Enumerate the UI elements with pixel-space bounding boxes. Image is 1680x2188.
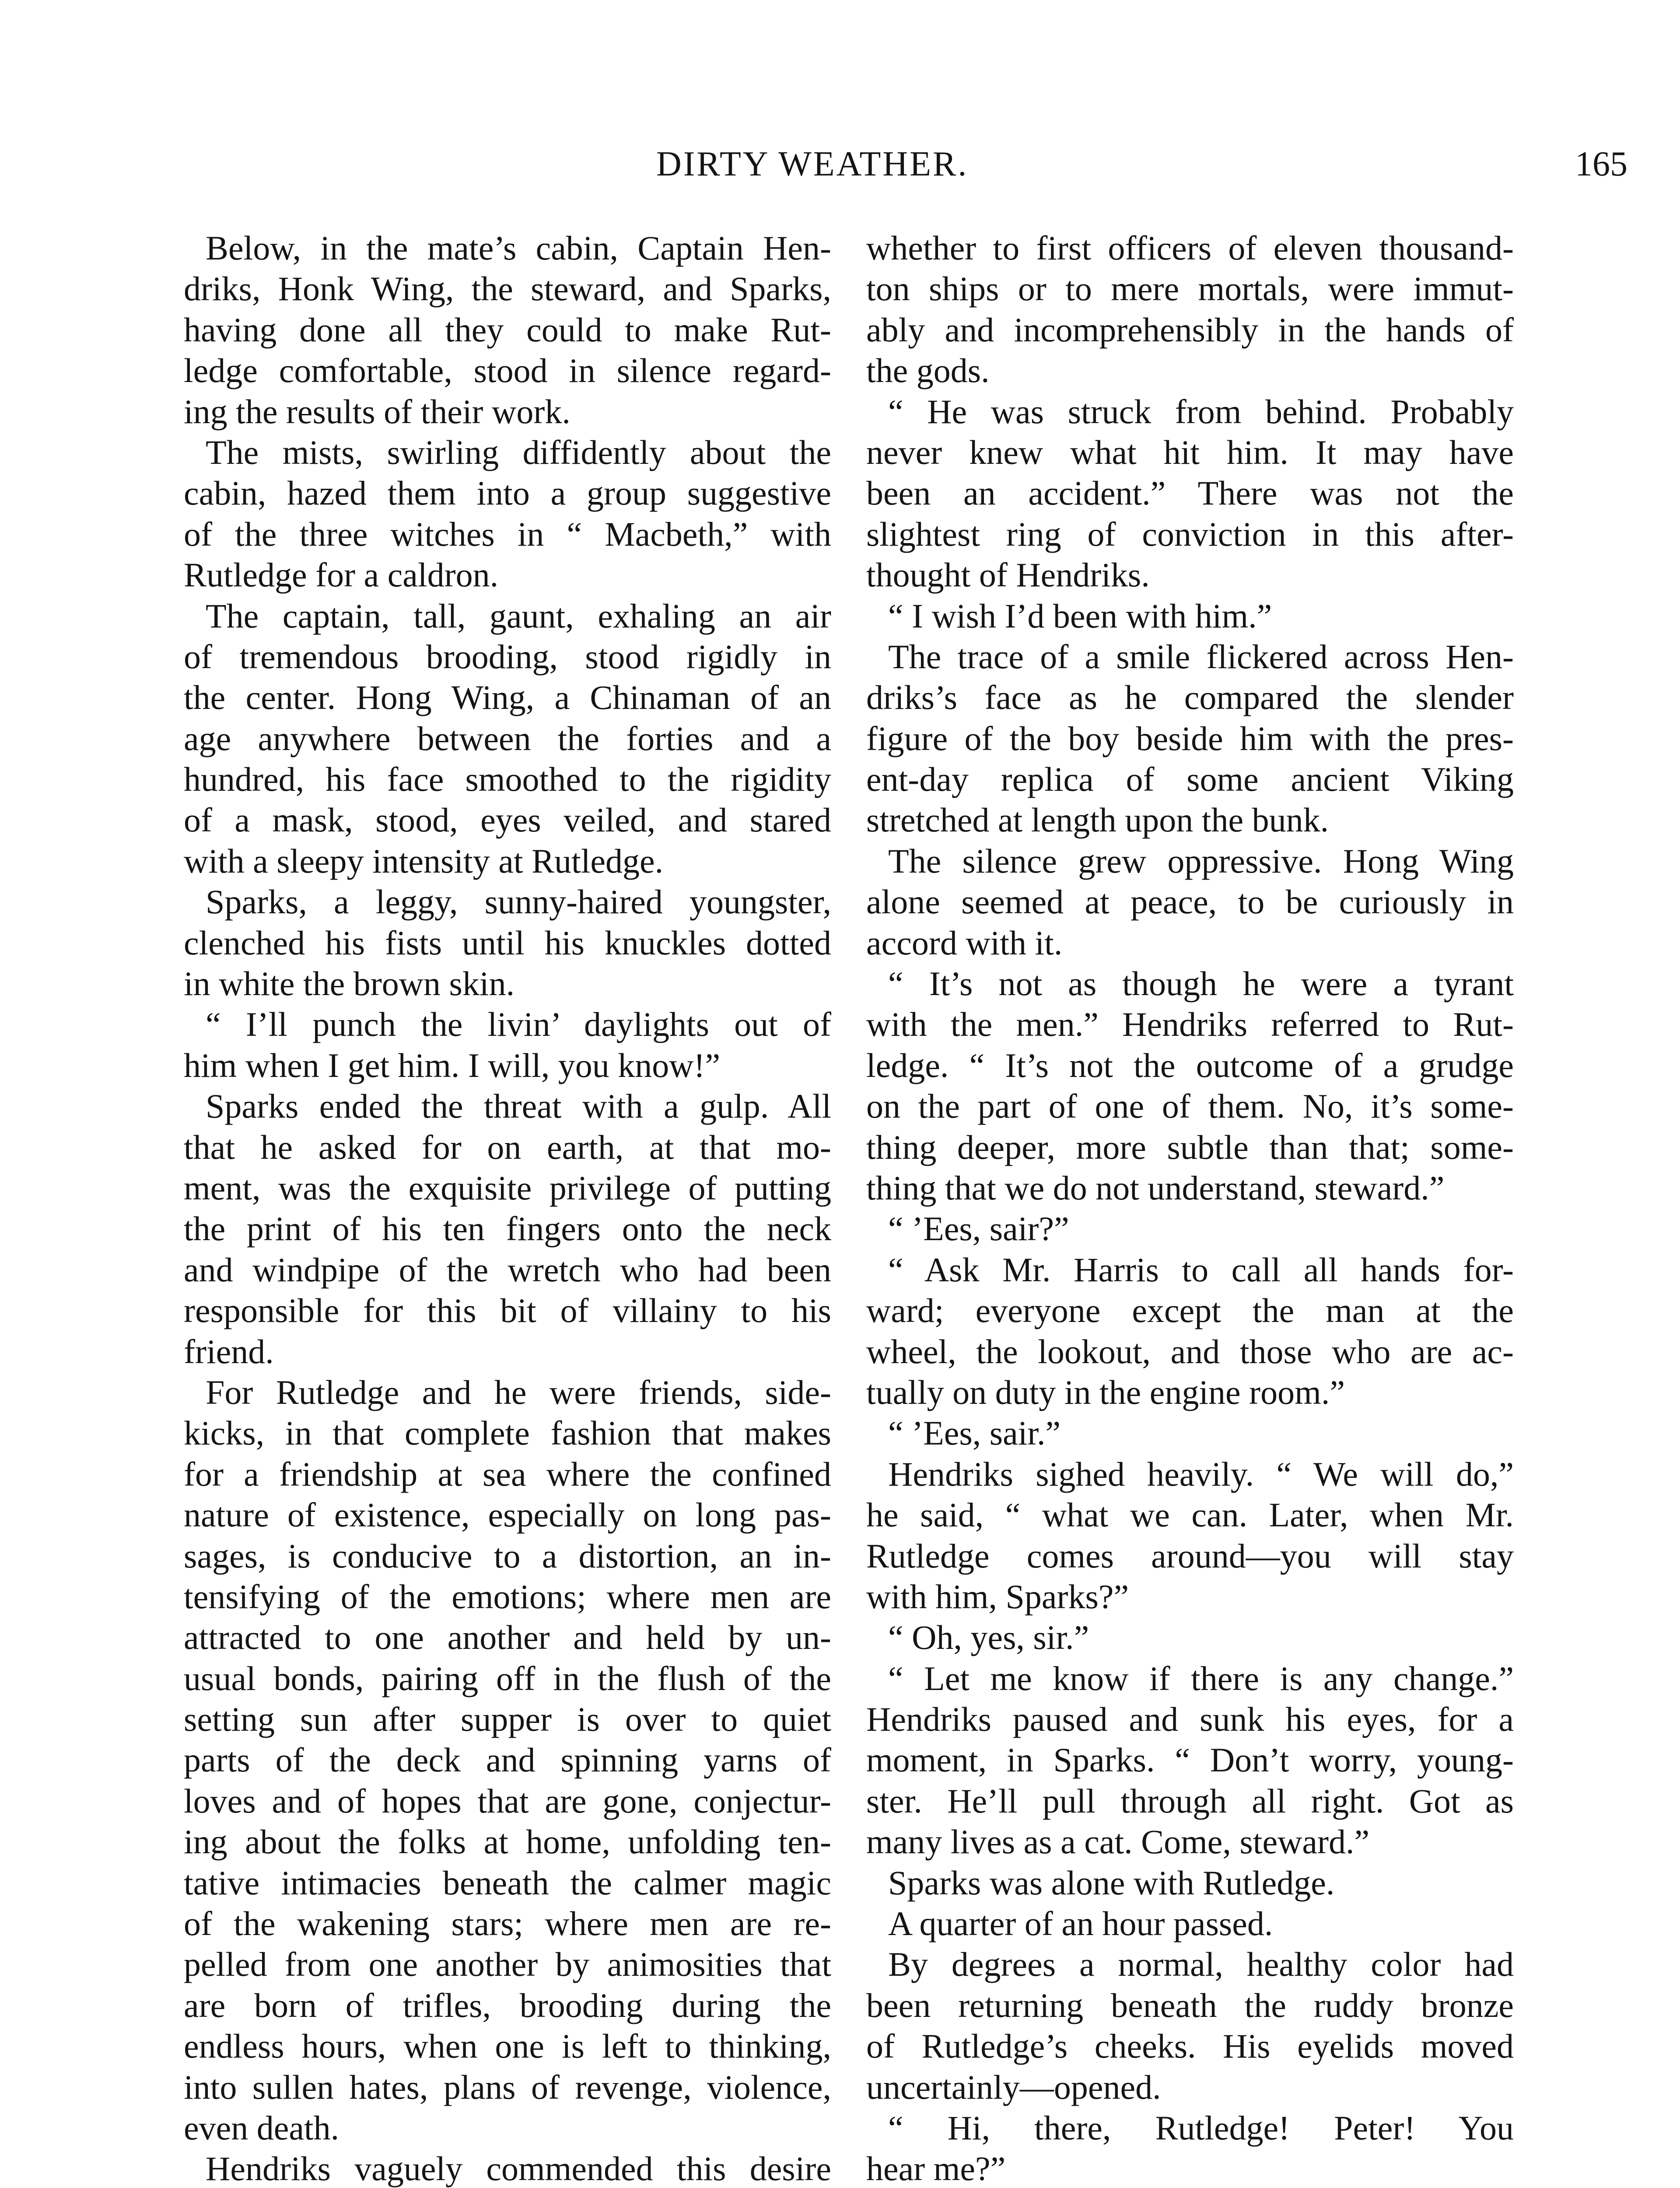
text-line: usual bonds, pairing off in the flush of the — [184, 1659, 831, 1697]
text-line: The trace of a smile flickered across Hen- — [888, 637, 1514, 676]
text-line: of tremendous brooding, stood rigidly in — [184, 637, 831, 676]
text-line: in white the brown skin. — [184, 964, 515, 1003]
text-line: attracted to one another and held by un- — [184, 1618, 831, 1657]
text-line: “ Oh, yes, sir.” — [888, 1618, 1089, 1657]
text-line: with him, Sparks?” — [866, 1577, 1129, 1616]
text-line: driks’s face as he compared the slender — [866, 678, 1514, 717]
text-line: of Rutledge’s cheeks. His eyelids moved — [866, 2027, 1514, 2065]
text-line: setting sun after supper is over to quiet — [184, 1700, 831, 1739]
text-line: ledge. “ It’s not the outcome of a grudge — [866, 1046, 1514, 1084]
text-line: “ I wish I’d been with him.” — [888, 596, 1272, 635]
text-line: ward; everyone except the man at the — [866, 1291, 1514, 1330]
text-line: are born of trifles, brooding during the — [184, 1986, 831, 2024]
text-line: “ ’Ees, sair.” — [888, 1414, 1061, 1452]
text-line: hear me?” — [866, 2149, 1006, 2188]
text-line: “ It’s not as though he were a tyrant — [888, 964, 1514, 1003]
text-line: moment, in Sparks. “ Don’t worry, young- — [866, 1741, 1514, 1779]
text-line: Hendriks paused and sunk his eyes, for a — [866, 1700, 1514, 1739]
text-line: him when I get him. I will, you know!” — [184, 1046, 721, 1084]
text-line: slightest ring of conviction in this after- — [866, 515, 1514, 553]
text-line: ent-day replica of some ancient Viking — [866, 760, 1514, 799]
text-line: of the wakening stars; where men are re- — [184, 1904, 831, 1943]
text-line: and windpipe of the wretch who had been — [184, 1250, 831, 1289]
page-header — [184, 144, 1628, 197]
text-line: thing that we do not understand, steward.” — [866, 1168, 1445, 1207]
text-line: that he asked for on earth, at that mo- — [184, 1128, 831, 1166]
text-line: A quarter of an hour passed. — [888, 1904, 1273, 1943]
text-line: endless hours, when one is left to thinking, — [184, 2027, 831, 2065]
text-line: having done all they could to make Rut- — [184, 310, 831, 349]
text-line: “ Ask Mr. Harris to call all hands for- — [888, 1250, 1514, 1289]
text-line: responsible for this bit of villainy to his — [184, 1291, 831, 1330]
text-line: Below, in the mate’s cabin, Captain Hen- — [206, 229, 831, 267]
text-line: tative intimacies beneath the calmer magic — [184, 1863, 831, 1902]
text-line: hundred, his face smoothed to the rigidity — [184, 760, 831, 799]
text-line: The captain, tall, gaunt, exhaling an air — [206, 596, 831, 635]
text-line: ing the results of their work. — [184, 392, 570, 431]
text-line: ton ships or to mere mortals, were immut- — [866, 270, 1514, 308]
text-line: The mists, swirling diffidently about the — [206, 433, 831, 471]
text-line: wheel, the lookout, and those who are ac- — [866, 1332, 1514, 1371]
text-line: ster. He’ll pull through all right. Got as — [866, 1781, 1514, 1820]
text-line: whether to first officers of eleven thousand- — [866, 229, 1514, 267]
text-line: pelled from one another by animosities that — [184, 1945, 831, 1984]
text-line: with the men.” Hendriks referred to Rut- — [866, 1005, 1514, 1044]
text-line: uncertainly—opened. — [866, 2068, 1161, 2106]
text-line: Hendriks vaguely commended this desire — [206, 2149, 831, 2188]
text-line: The silence grew oppressive. Hong Wing — [888, 842, 1514, 880]
text-line: alone seemed at peace, to be curiously in — [866, 883, 1514, 921]
text-line: never knew what hit him. It may have — [866, 433, 1514, 471]
text-line: Hendriks sighed heavily. “ We will do,” — [888, 1455, 1514, 1493]
page-number: 165 — [1575, 145, 1628, 183]
text-line: cabin, hazed them into a group suggestive — [184, 474, 831, 512]
text-line: even death. — [184, 2108, 340, 2147]
text-line: “ Let me know if there is any change.” — [888, 1659, 1514, 1697]
text-line: figure of the boy beside him with the pres- — [866, 719, 1514, 757]
text-line: “ ’Ees, sair?” — [888, 1210, 1069, 1248]
text-line: many lives as a cat. Come, steward.” — [866, 1823, 1370, 1861]
text-line: ledge comfortable, stood in silence regard- — [184, 351, 831, 390]
running-head: DIRTY WEATHER. — [656, 145, 969, 183]
text-line: tensifying of the emotions; where men are — [184, 1577, 831, 1616]
text-line: Rutledge comes around—you will stay — [866, 1536, 1514, 1575]
text-line: stretched at length upon the bunk. — [866, 801, 1329, 839]
text-line: of a mask, stood, eyes veiled, and stared — [184, 801, 831, 839]
text-line: thought of Hendriks. — [866, 556, 1150, 594]
text-line: “ Hi, there, Rutledge! Peter! You — [888, 2108, 1514, 2147]
text-line: the print of his ten fingers onto the neck — [184, 1210, 831, 1248]
text-line: tually on duty in the engine room.” — [866, 1373, 1345, 1411]
text-line: been an accident.” There was not the — [866, 474, 1514, 512]
text-line: into sullen hates, plans of revenge, violence, — [184, 2068, 831, 2106]
text-line: nature of existence, especially on long pas- — [184, 1496, 831, 1534]
text-line: Sparks, a leggy, sunny-haired youngster, — [206, 883, 831, 921]
text-line: accord with it. — [866, 923, 1063, 962]
text-line: “ He was struck from behind. Probably — [888, 392, 1514, 431]
text-line: For Rutledge and he were friends, side- — [206, 1373, 831, 1411]
text-line: been returning beneath the ruddy bronze — [866, 1986, 1514, 2024]
text-line: on the part of one of them. No, it’s some- — [866, 1087, 1514, 1126]
text-line: thing deeper, more subtle than that; some- — [866, 1128, 1514, 1166]
text-line: ably and incomprehensibly in the hands of — [866, 310, 1514, 349]
text-line: loves and of hopes that are gone, conjectur- — [184, 1781, 831, 1820]
text-line: the center. Hong Wing, a Chinaman of an — [184, 678, 831, 717]
text-line: for a friendship at sea where the confined — [184, 1455, 831, 1493]
text-line: parts of the deck and spinning yarns of — [184, 1741, 831, 1779]
text-line: Sparks ended the threat with a gulp. All — [206, 1087, 831, 1126]
text-line: Sparks was alone with Rutledge. — [888, 1863, 1335, 1902]
text-line: of the three witches in “ Macbeth,” with — [184, 515, 831, 553]
left-column — [184, 228, 831, 2188]
text-line: with a sleepy intensity at Rutledge. — [184, 842, 664, 880]
text-line: the gods. — [866, 351, 990, 390]
text-line: age anywhere between the forties and a — [184, 719, 831, 757]
text-line: ing about the folks at home, unfolding ten- — [184, 1823, 831, 1861]
text-line: sages, is conducive to a distortion, an in- — [184, 1536, 831, 1575]
text-line: friend. — [184, 1332, 274, 1371]
text-line: Rutledge for a caldron. — [184, 556, 499, 594]
text-line: “ I’ll punch the livin’ daylights out of — [206, 1005, 831, 1044]
text-line: clenched his fists until his knuckles dotted — [184, 923, 831, 962]
text-line: ment, was the exquisite privilege of putting — [184, 1168, 831, 1207]
text-line: he said, “ what we can. Later, when Mr. — [866, 1496, 1514, 1534]
text-line: driks, Honk Wing, the steward, and Sparks, — [184, 270, 831, 308]
text-line: kicks, in that complete fashion that makes — [184, 1414, 831, 1452]
text-line: By degrees a normal, healthy color had — [888, 1945, 1514, 1984]
right-column — [866, 228, 1514, 2188]
